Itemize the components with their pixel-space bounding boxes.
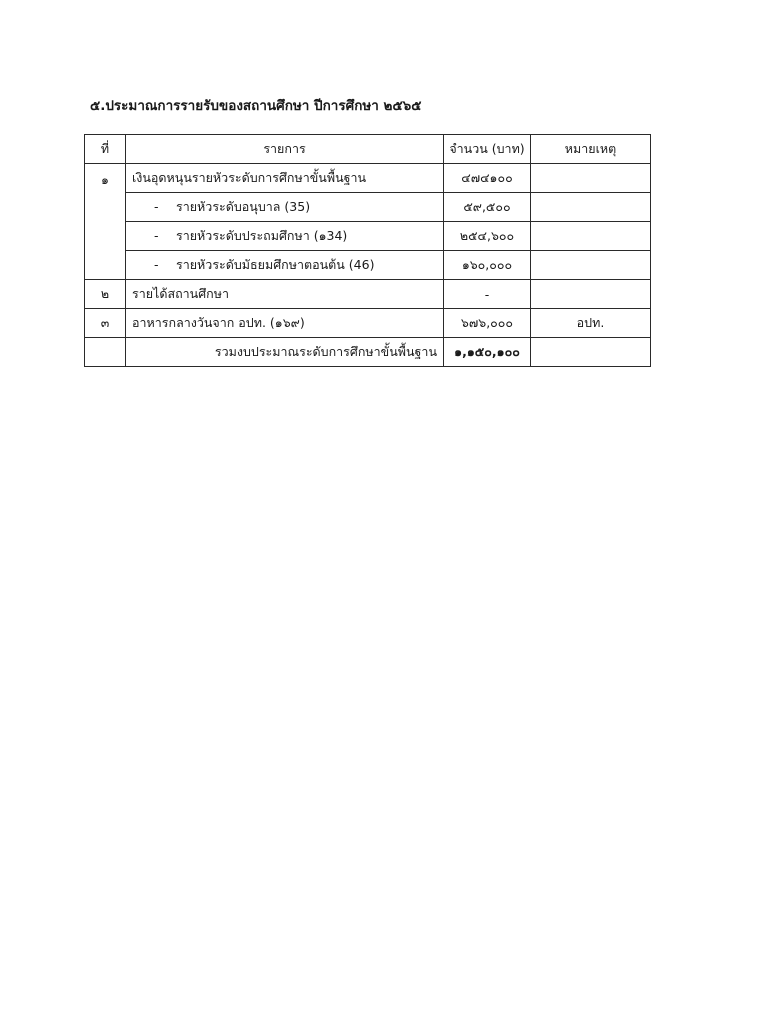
table-row: [85, 309, 651, 338]
row-amount: ๖๗๖,๐๐๐: [444, 309, 531, 338]
row-item-sub: [126, 193, 444, 222]
sub-item-dash: -: [154, 199, 159, 214]
row-note: [531, 193, 651, 222]
row-amount: -: [444, 280, 531, 309]
row-item-sub: [126, 251, 444, 280]
total-amount: ๑,๑๕๐,๑๐๐: [444, 338, 531, 367]
sub-item-dash: -: [154, 228, 159, 243]
header-item: รายการ: [126, 135, 444, 164]
header-no: ที่: [85, 135, 126, 164]
sub-item-dash: -: [154, 257, 159, 272]
table-row: [85, 280, 651, 309]
total-row: [85, 338, 651, 367]
row-note: [531, 222, 651, 251]
sub-item-label: รายหัวระดับมัธยมศึกษาตอนต้น (46): [176, 257, 375, 272]
row-amount: ๒๕๔,๖๐๐: [444, 222, 531, 251]
row-note: [531, 251, 651, 280]
row-amount: ๕๙,๕๐๐: [444, 193, 531, 222]
total-label: รวมงบประมาณระดับการศึกษาขั้นพื้นฐาน: [126, 338, 444, 367]
row-item: เงินอุดหนุนรายหัวระดับการศึกษาขั้นพื้นฐาน: [126, 164, 444, 193]
row-amount: ๑๖๐,๐๐๐: [444, 251, 531, 280]
row-note: [531, 280, 651, 309]
total-number-cell: [85, 338, 126, 367]
row-item: อาหารกลางวันจาก อปท. (๑๖๙): [126, 309, 444, 338]
row-number: ๑: [85, 164, 126, 280]
total-note-cell: [531, 338, 651, 367]
table-row: [85, 222, 651, 251]
row-number: ๓: [85, 309, 126, 338]
budget-table: [84, 134, 651, 367]
row-note: [531, 164, 651, 193]
row-item: รายได้สถานศึกษา: [126, 280, 444, 309]
header-amount: จำนวน (บาท): [444, 135, 531, 164]
document-title: ๕.ประมาณการรายรับของสถานศึกษา ปีการศึกษา ๒๕๖๕: [90, 98, 422, 114]
header-note: หมายเหตุ: [531, 135, 651, 164]
row-item-sub: [126, 222, 444, 251]
sub-item-label: รายหัวระดับประถมศึกษา (๑34): [176, 228, 348, 243]
row-number: ๒: [85, 280, 126, 309]
table-row: [85, 251, 651, 280]
table-row: [85, 164, 651, 193]
sub-item-label: รายหัวระดับอนุบาล (35): [176, 199, 311, 214]
row-note: อปท.: [531, 309, 651, 338]
table-row: [85, 193, 651, 222]
table-header-row: [85, 135, 651, 164]
row-amount: ๔๗๔๑๐๐: [444, 164, 531, 193]
